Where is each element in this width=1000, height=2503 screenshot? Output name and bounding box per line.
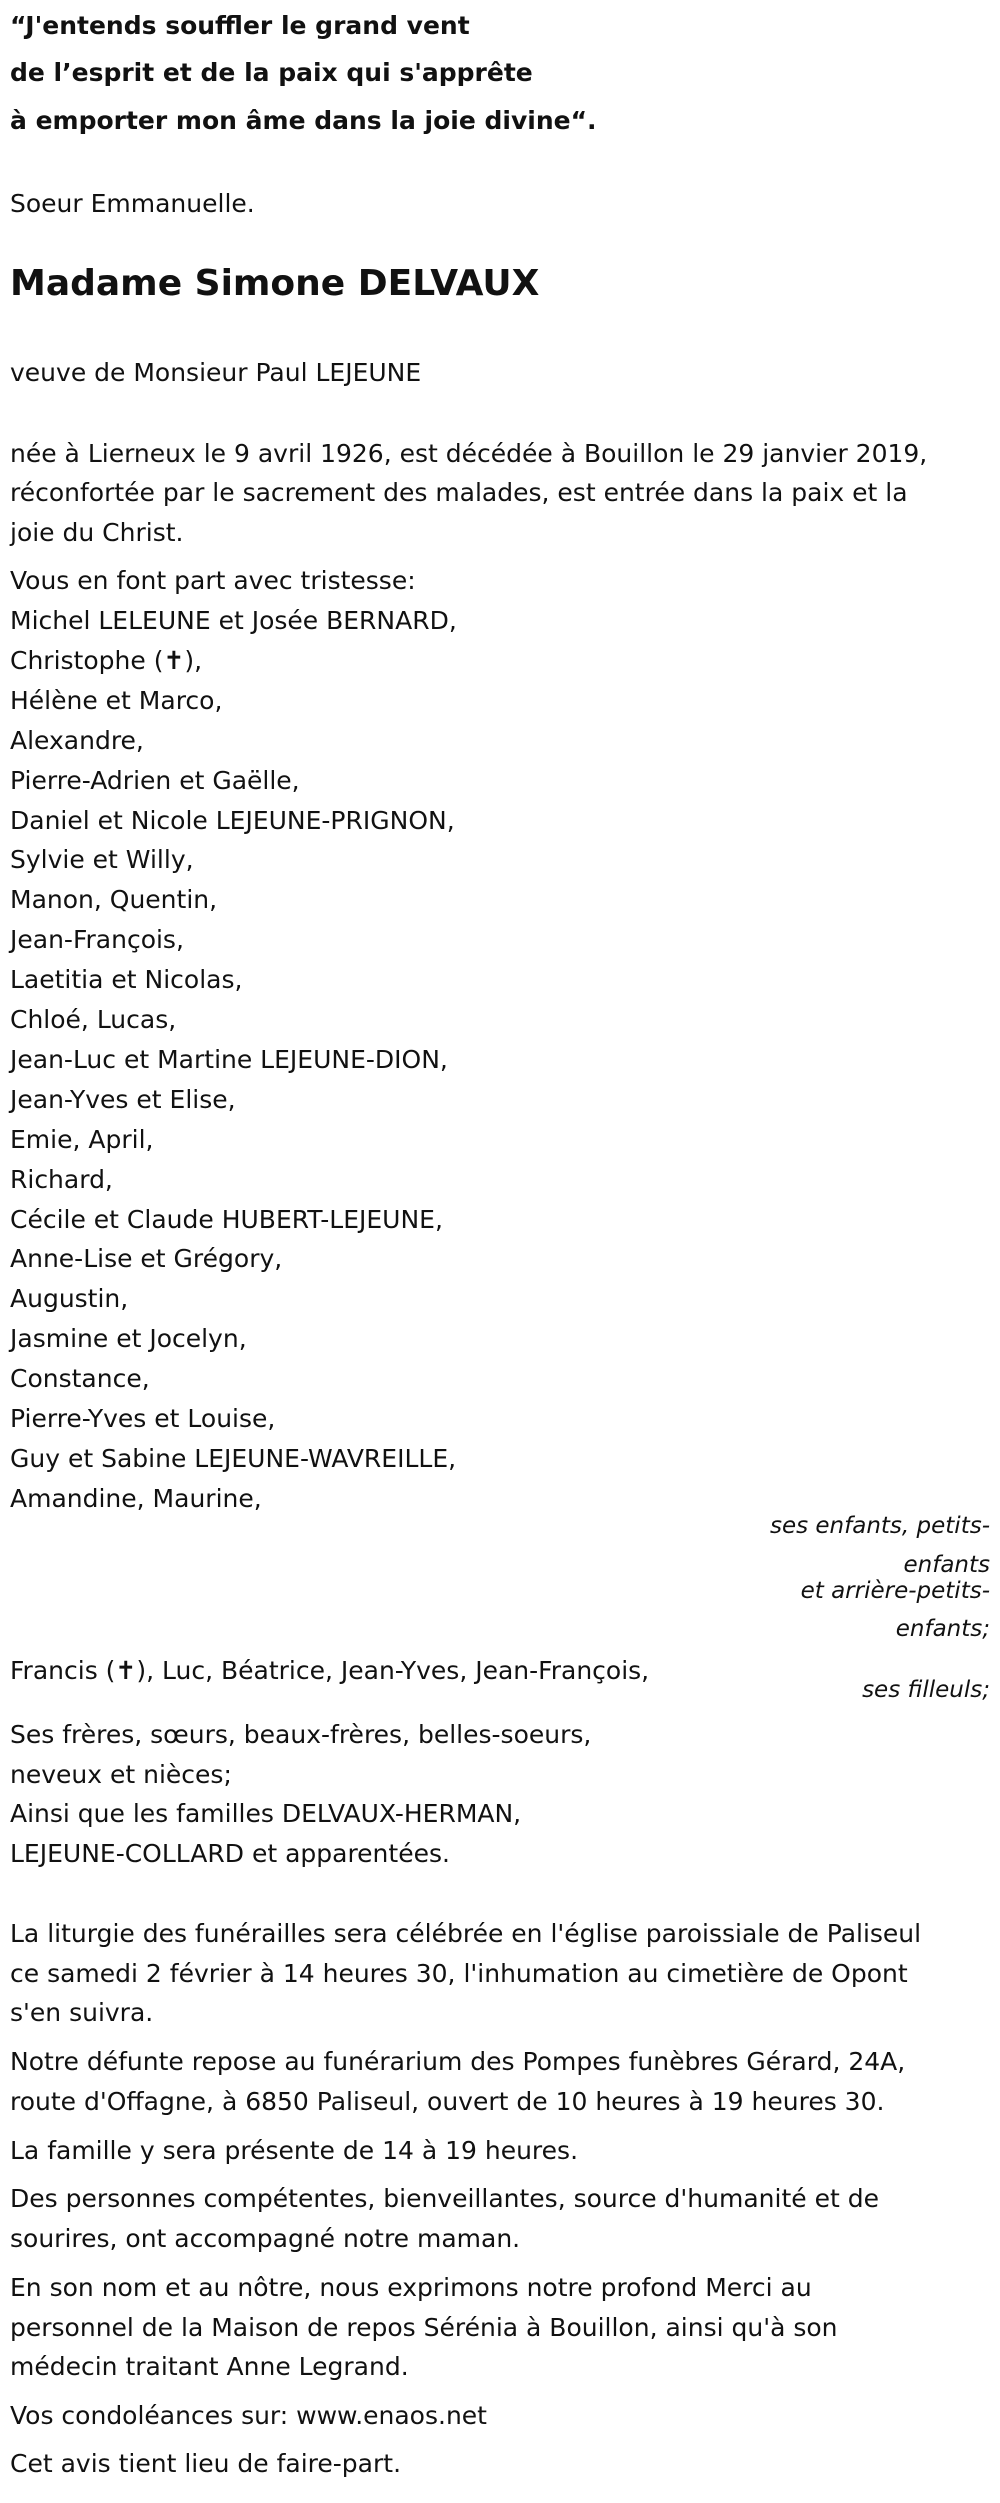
- family-role-line-1: ses enfants, petits-: [769, 1513, 990, 1539]
- family-member-line: Chloé, Lucas,: [10, 1005, 177, 1034]
- caregivers-line-2: sourires, ont accompagné notre maman.: [10, 2224, 521, 2253]
- birth-death-line-3: joie du Christ.: [10, 518, 184, 547]
- birth-death-line-2: réconfortée par le sacrement des malades, est entrée dans la paix et la: [10, 478, 908, 507]
- thanks-line-1: En son nom et au nôtre, nous exprimons notre profond Merci au: [10, 2273, 812, 2302]
- family-member-line: Jasmine et Jocelyn,: [10, 1324, 247, 1353]
- intro-line: Vous en font part avec tristesse:: [10, 566, 416, 595]
- quote-line-2: de l’esprit et de la paix qui s'apprête: [10, 58, 533, 87]
- family-role-line-3: et arrière-petits-: [800, 1578, 990, 1604]
- family-member-line: Anne-Lise et Grégory,: [10, 1244, 283, 1273]
- family-member-line: Hélène et Marco,: [10, 686, 223, 715]
- family-member-line: Emie, April,: [10, 1125, 154, 1154]
- rests-line-2: route d'Offagne, à 6850 Paliseul, ouvert de 10 heures à 19 heures 30.: [10, 2087, 885, 2116]
- thanks-line-3: médecin traitant Anne Legrand.: [10, 2352, 409, 2381]
- family-member-line: Constance,: [10, 1364, 150, 1393]
- family-member-line: Christophe (✝),: [10, 646, 203, 675]
- family-member-line: Jean-François,: [10, 925, 184, 954]
- family-member-line: Manon, Quentin,: [10, 885, 218, 914]
- quote-line-1: “J'entends souffler le grand vent: [10, 11, 470, 40]
- family-member-line: Jean-Yves et Elise,: [10, 1085, 236, 1114]
- family-member-line: Laetitia et Nicolas,: [10, 965, 243, 994]
- widow-line: veuve de Monsieur Paul LEJEUNE: [10, 358, 422, 387]
- rests-line-1: Notre défunte repose au funérarium des Pompes funèbres Gérard, 24A,: [10, 2047, 906, 2076]
- family-member-line: Richard,: [10, 1165, 113, 1194]
- relatives-line-4: LEJEUNE-COLLARD et apparentées.: [10, 1839, 450, 1868]
- family-member-line: Guy et Sabine LEJEUNE-WAVREILLE,: [10, 1444, 457, 1473]
- godchildren-role: ses filleuls;: [862, 1677, 990, 1703]
- family-member-line: Cécile et Claude HUBERT-LEJEUNE,: [10, 1205, 443, 1234]
- family-member-line: Augustin,: [10, 1284, 129, 1313]
- family-role-line-2: enfants: [903, 1552, 990, 1578]
- family-role-line-4: enfants;: [895, 1616, 990, 1642]
- liturgy-line-3: s'en suivra.: [10, 1998, 154, 2027]
- family-member-line: Pierre-Adrien et Gaëlle,: [10, 766, 300, 795]
- family-member-line: Pierre-Yves et Louise,: [10, 1404, 276, 1433]
- condolences-line: Vos condoléances sur: www.enaos.net: [10, 2401, 487, 2430]
- family-member-line: Jean-Luc et Martine LEJEUNE-DION,: [10, 1045, 448, 1074]
- family-member-line: Alexandre,: [10, 726, 144, 755]
- family-member-line: Daniel et Nicole LEJEUNE-PRIGNON,: [10, 806, 455, 835]
- liturgy-line-2: ce samedi 2 février à 14 heures 30, l'inhumation au cimetière de Opont: [10, 1959, 908, 1988]
- family-member-line: Amandine, Maurine,: [10, 1484, 262, 1513]
- quote-line-3: à emporter mon âme dans la joie divine“.: [10, 106, 597, 135]
- birth-death-line-1: née à Lierneux le 9 avril 1926, est décédée à Bouillon le 29 janvier 2019,: [10, 439, 928, 468]
- godchildren-line: Francis (✝), Luc, Béatrice, Jean-Yves, Jean-François,: [10, 1656, 650, 1685]
- liturgy-line-1: La liturgie des funérailles sera célébrée en l'église paroissiale de Paliseul: [10, 1919, 922, 1948]
- family-member-line: Sylvie et Willy,: [10, 845, 194, 874]
- deceased-name: Madame Simone DELVAUX: [10, 263, 540, 304]
- relatives-line-1: Ses frères, sœurs, beaux-frères, belles-soeurs,: [10, 1720, 592, 1749]
- quote-author: Soeur Emmanuelle.: [10, 189, 255, 218]
- family-presence: La famille y sera présente de 14 à 19 heures.: [10, 2136, 579, 2165]
- family-member-line: Michel LELEUNE et Josée BERNARD,: [10, 606, 457, 635]
- thanks-line-2: personnel de la Maison de repos Sérénia à Bouillon, ainsi qu'à son: [10, 2313, 838, 2342]
- relatives-line-3: Ainsi que les familles DELVAUX-HERMAN,: [10, 1799, 522, 1828]
- caregivers-line-1: Des personnes compétentes, bienveillantes, source d'humanité et de: [10, 2184, 879, 2213]
- relatives-line-2: neveux et nièces;: [10, 1760, 232, 1789]
- closing-line: Cet avis tient lieu de faire-part.: [10, 2449, 402, 2478]
